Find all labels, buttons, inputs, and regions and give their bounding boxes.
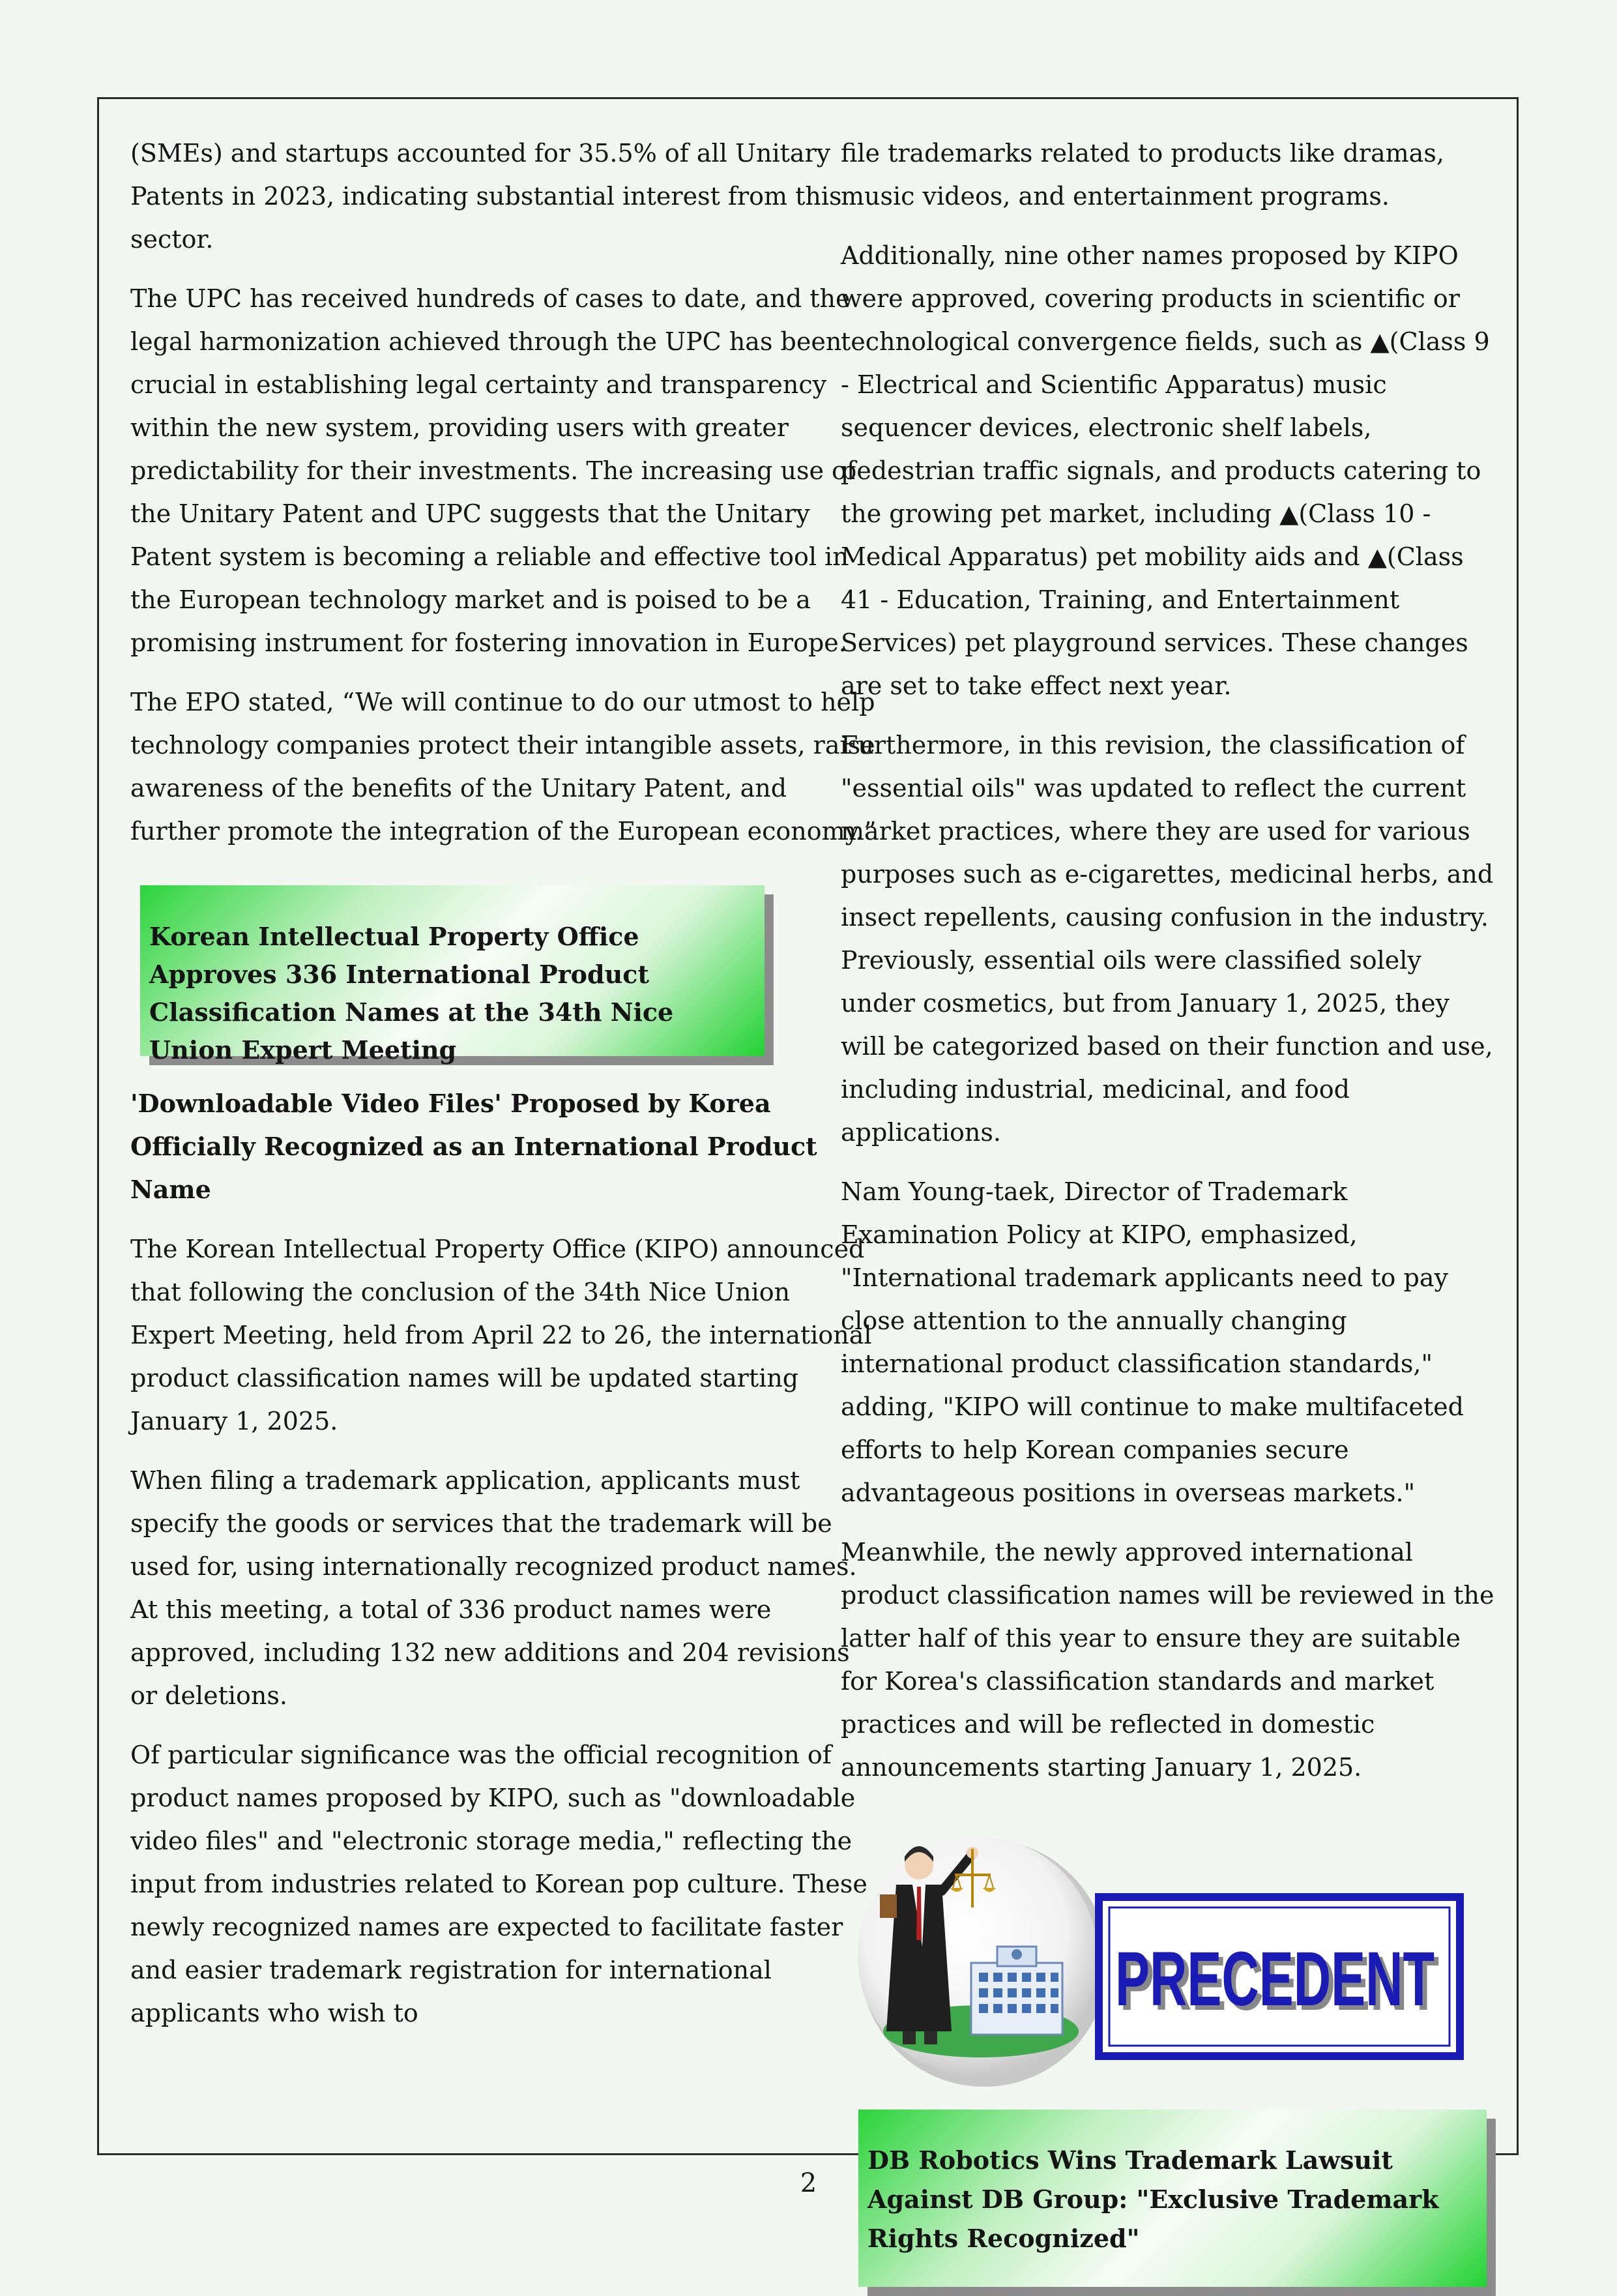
page-number: 2 — [800, 2168, 817, 2198]
paragraph: The EPO stated, “We will continue to do our utmost to help technology companies protect their intangible assets, raise awareness of the benefits of the Unitary Patent, and further promote the integration of the European economy.” — [130, 688, 877, 846]
judge-disc-icon — [858, 1836, 1108, 2087]
article-subheading: 'Downloadable Video Files' Proposed by Korea Officially Recognized as an International Product Name — [130, 1089, 817, 1204]
section-heading-banner — [858, 2110, 1487, 2287]
precedent-sign — [1095, 1893, 1464, 2060]
article-frame — [97, 97, 1519, 2253]
paragraph: (SMEs) and startups accounted for 35.5% of all Unitary Patents in 2023, indicating substantial interest from this sector. — [130, 139, 842, 254]
right-column — [841, 132, 1495, 2287]
paragraph: Nam Young-taek, Director of Trademark Examination Policy at KIPO, emphasized, "International trademark applicants need to pay close attention to the annually changing international product classification standards," adding, "KIPO will continue to make multifaceted efforts to help Korean companies secure advantageous positions in overseas markets." — [841, 1177, 1464, 1507]
paragraph: Furthermore, in this revision, the classification of "essential oils" was updated to reflect the current market practices, where they are used for various purposes such as e-cigarettes, medicinal herbs, and insect repellents, causing confusion in the industry. Previously, essential oils were classified solely under cosmetics, but from January 1, 2025, they will be categorized based on their function and use, including industrial, medicinal, and food applications. — [841, 731, 1494, 1147]
left-column — [130, 132, 879, 2051]
section-heading: DB Robotics Wins Trademark Lawsuit Against DB Group: "Exclusive Trademark Rights Recognized" — [858, 2110, 1487, 2287]
section-heading-banner — [140, 885, 765, 1065]
paragraph: Of particular significance was the official recognition of product names proposed by KIPO, such as "downloadable video files" and "electronic storage media," reflecting the input from industries related to Korean pop culture. These newly recognized names are expected to facilitate faster and easier trademark registration for international applicants who wish to — [130, 1741, 867, 2027]
paragraph: file trademarks related to products like dramas, music videos, and entertainment programs. — [841, 139, 1444, 211]
precedent-label: PRECEDENT — [1115, 1936, 1435, 2022]
paragraph: Additionally, nine other names proposed by KIPO were approved, covering products in scientific or technological convergence fields, such as ▲(Class 9 - Electrical and Scientific Apparatus) music sequencer devices, electronic shelf labels, pedestrian traffic signals, and products catering to the growing pet market, including ▲(Class 10 - Medical Apparatus) pet mobility aids and ▲(Class 41 - Education, Training, and Entertainment Services) pet playground services. These changes are set to take effect next year. — [841, 241, 1490, 700]
precedent-illustration — [841, 1816, 1499, 2097]
precedent-label-shadow: PRECEDENT — [1120, 1941, 1439, 2027]
paragraph: The Korean Intellectual Property Office (KIPO) announced that following the conclusion of the 34th Nice Union Expert Meeting, held from April 22 to 26, the international product classification names will be updated starting January 1, 2025. — [130, 1235, 872, 1435]
paragraph: Meanwhile, the newly approved international product classification names will be reviewed in the latter half of this year to ensure they are suitable for Korea's classification standards and market practices and will be reflected in domestic announcements starting January 1, 2025. — [841, 1538, 1494, 1782]
paragraph: When filing a trademark application, applicants must specify the goods or services that the trademark will be used for, using internationally recognized product names. At this meeting, a total of 336 product names were approved, including 132 new additions and 204 revisions or deletions. — [130, 1466, 857, 1710]
section-heading: Korean Intellectual Property Office Approves 336 International Product Classification Names at the 34th Nice Union Expert Meeting — [140, 885, 765, 1056]
paragraph: The UPC has received hundreds of cases to date, and the legal harmonization achieved through the UPC has been crucial in establishing legal certainty and transparency within the new system, providing users with greater predictability for their investments. The increasing use of the Unitary Patent and UPC suggests that the Unitary Patent system is becoming a reliable and effective tool in the European technology market and is poised to be a promising instrument for fostering innovation in Europe. — [130, 284, 856, 657]
